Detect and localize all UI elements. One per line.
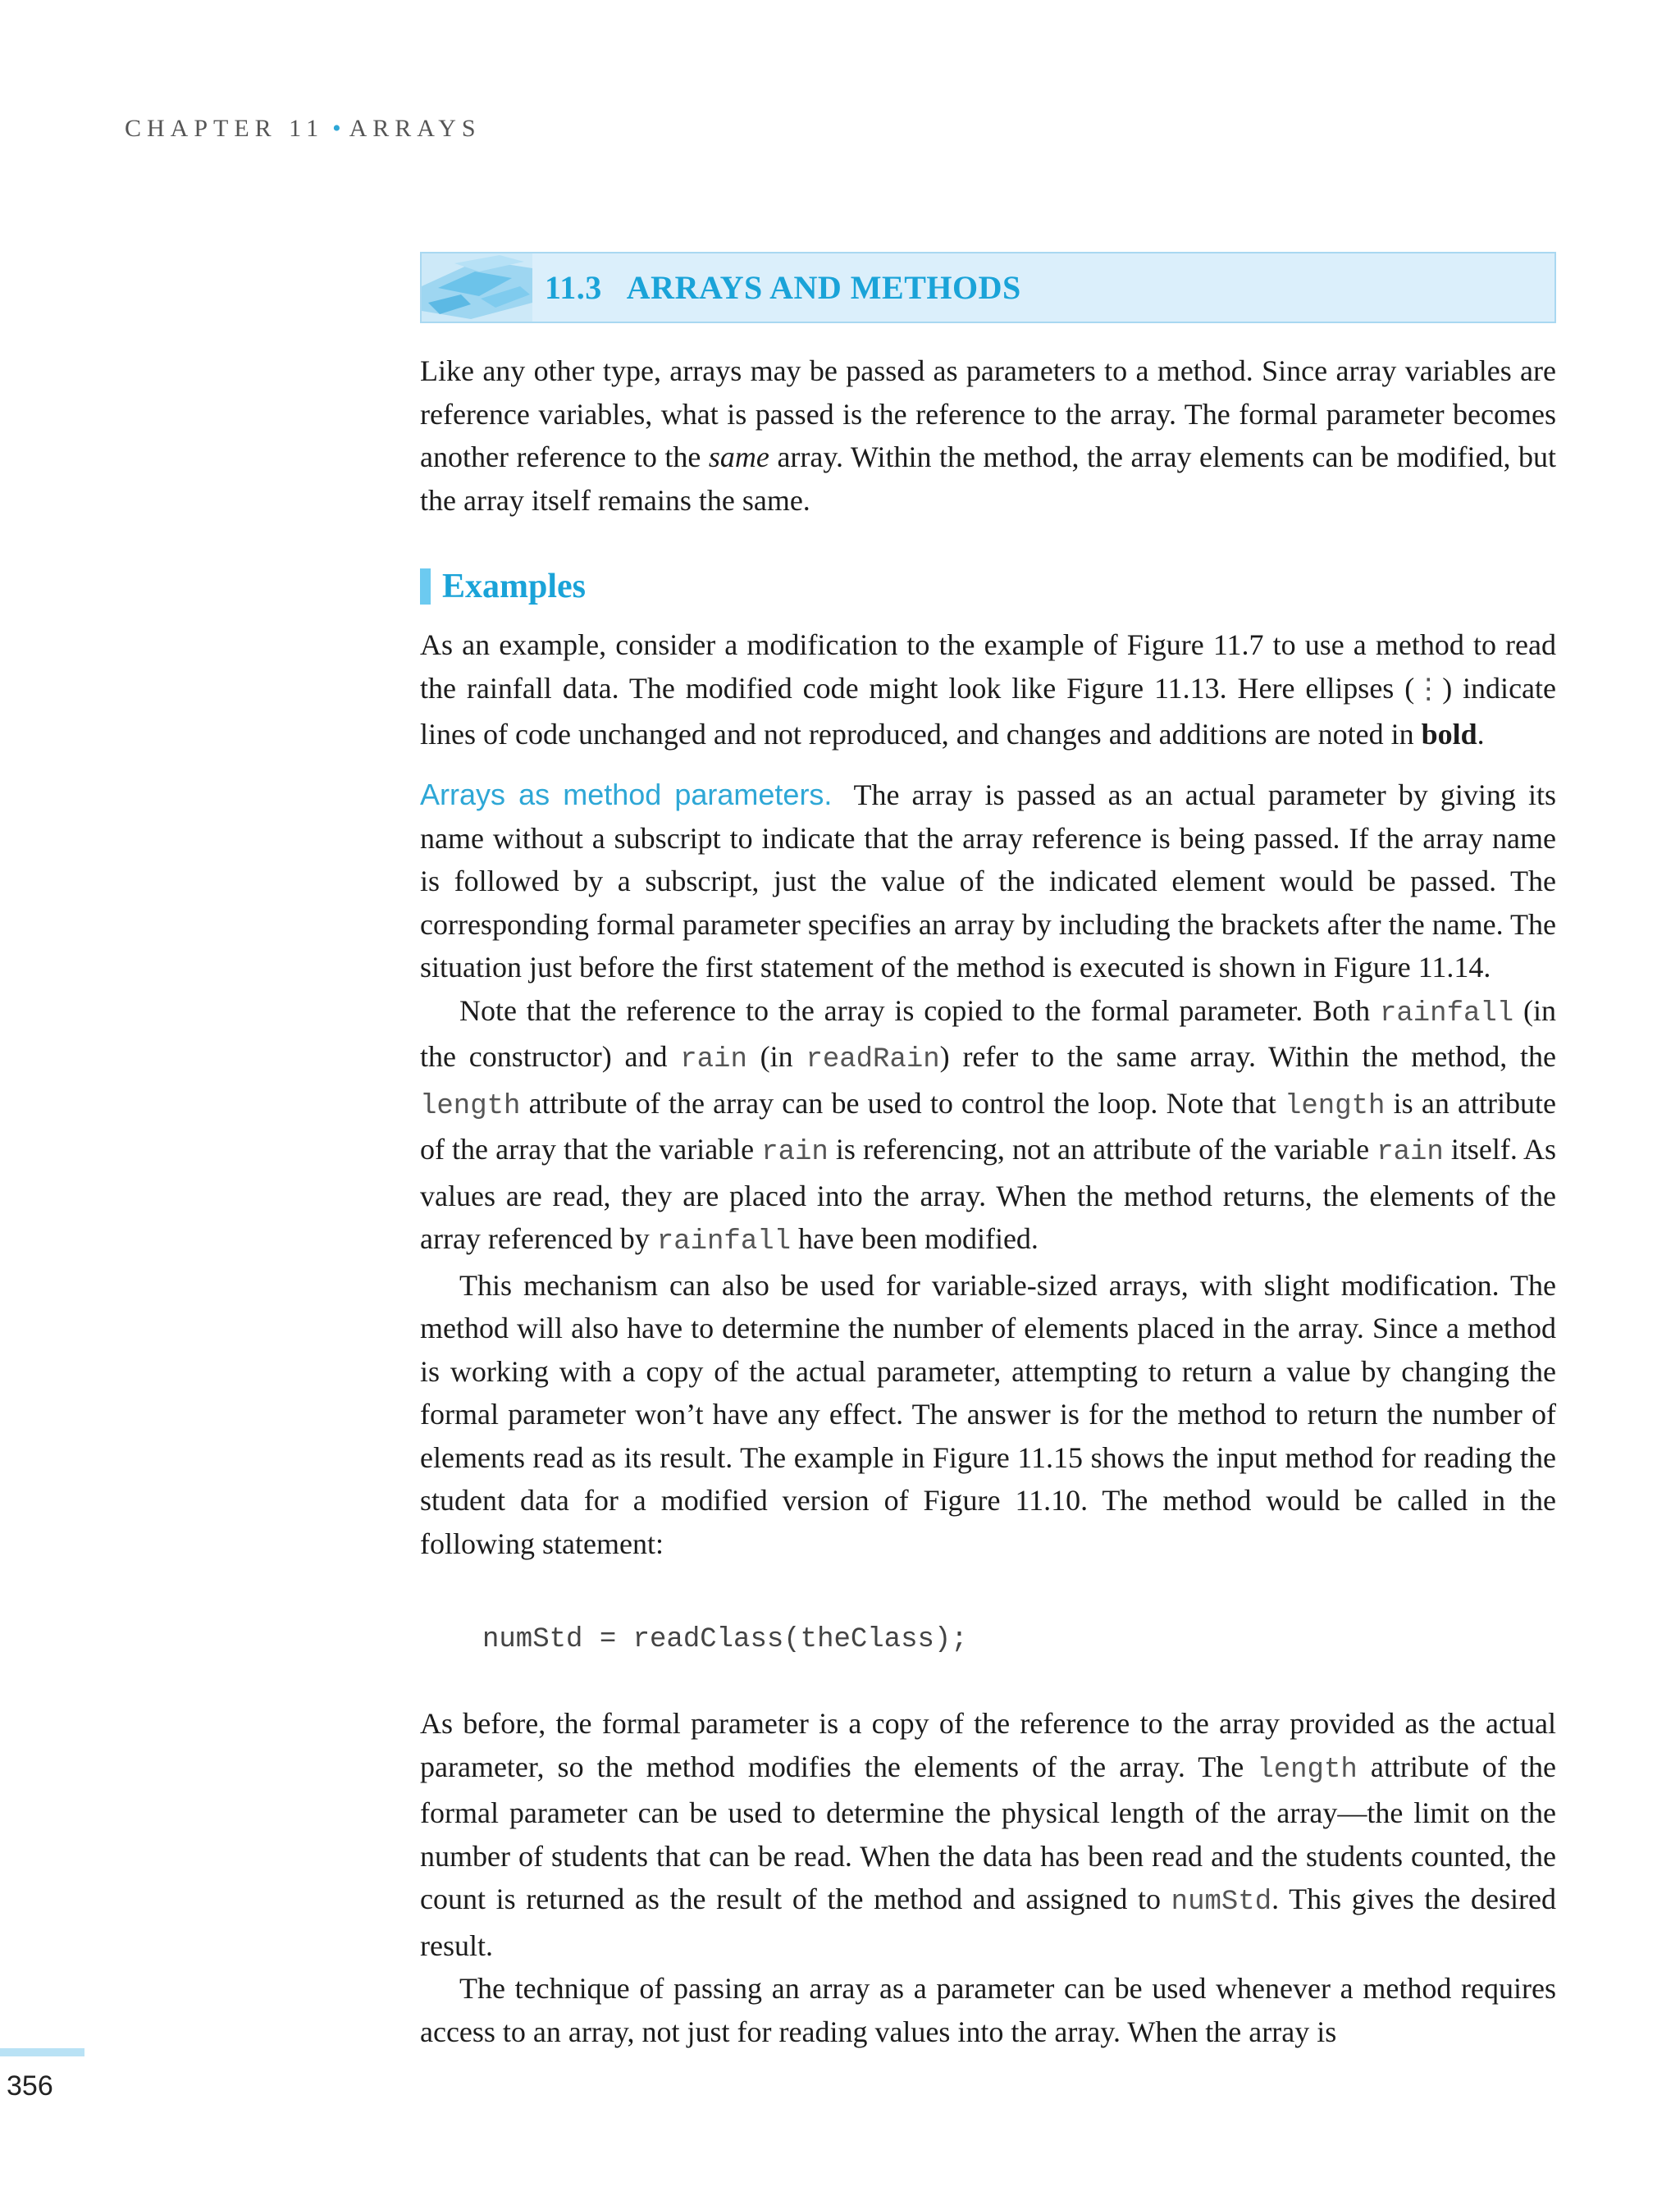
before-text-1: As before, the formal parameter is a copy of the reference to the array provided as the actual parameter, so the method modifies the elements of the array. The — [420, 1707, 1556, 1783]
code-readrain: readRain — [806, 1044, 940, 1075]
arrays-param-paragraph — [420, 774, 1556, 989]
running-head-chapter: CHAPTER 11 — [125, 115, 325, 142]
code-length: length — [1257, 1754, 1358, 1786]
examples-heading-label: Examples — [442, 568, 587, 605]
technique-paragraph: The technique of passing an array as a parameter can be used whenever a method requires access to an array, not just for reading values into the array. When the array is — [420, 1972, 1556, 2048]
code-rainfall: rainfall — [656, 1226, 792, 1257]
running-head — [125, 115, 482, 143]
intro-text-2: array. Within the method, the array elements can be modified, but the array itself remains the same. — [420, 440, 1556, 517]
mechanism-paragraph: This mechanism can also be used for variable-sized arrays, with slight modification. The method will also have to determine the number of elements placed in the array. Since a method is working with a copy of the actual parameter, attempting to return a value by changing the formal parameter won’t have any effect. The answer is for the method to return the number of elements read as its result. The example in Figure 11.15 shows the input method for reading the student data for a modified version of Figure 11.10. The method would be called in the following statement: — [420, 1268, 1556, 1560]
examples-paragraph — [420, 623, 1556, 756]
note-text-6: is an attribute of the array that the variable — [420, 1086, 1556, 1166]
examples-bold-word: bold — [1421, 718, 1477, 751]
examples-block — [420, 623, 1556, 756]
page-number: 356 — [7, 2070, 53, 2102]
examples-heading — [420, 566, 586, 607]
after-code-block — [420, 1702, 1556, 2053]
code-rainfall: rainfall — [1379, 997, 1514, 1029]
before-paragraph — [420, 1702, 1556, 1967]
intro-block — [420, 349, 1556, 522]
before-text-3: . This gives the desired result. — [420, 1883, 1556, 1962]
code-numstd: numStd — [1171, 1887, 1272, 1918]
section-number: 11.3 — [545, 269, 602, 306]
note-text-9: have been modified. — [791, 1222, 1039, 1255]
intro-paragraph — [420, 349, 1556, 522]
note-text-3: (in — [746, 1040, 806, 1073]
examples-ellipsis: ⋮ — [1414, 675, 1443, 707]
section-banner — [420, 252, 1556, 323]
code-rain: rain — [1376, 1137, 1444, 1168]
code-example-line: numStd = readClass(theClass); — [482, 1624, 968, 1655]
examples-heading-bar — [420, 568, 431, 605]
intro-emphasis: same — [708, 440, 769, 473]
running-head-bullet: • — [332, 115, 341, 142]
intro-text-1: Like any other type, arrays may be passed as parameters to a method. Since array variables are reference variables, what is passed is the reference to the array. The formal parameter becomes another reference to the — [420, 354, 1556, 473]
running-head-title: ARRAYS — [349, 115, 482, 142]
code-length: length — [420, 1090, 521, 1122]
section-title-text: ARRAYS AND METHODS — [626, 269, 1021, 306]
examples-text-3: . — [1477, 718, 1485, 751]
examples-text-1: As an example, consider a modification to the example of Figure 11.7 to use a method to read the rainfall data. The modified code might look like Figure 11.13. Here ellipses ( — [420, 628, 1556, 705]
keyboard-banner-graphic — [422, 253, 532, 322]
arrays-param-text: The array is passed as an actual parameter by giving its name without a subscript to indicate that the array reference is being passed. If the array name is followed by a subscript, just the value of the indicated element would be passed. The corresponding formal parameter specifies an array by including the brackets after the name. The situation just before the first statement of the method is executed is shown in Figure 11.14. — [420, 778, 1556, 984]
note-text-7: is referencing, not an attribute of the variable — [828, 1133, 1377, 1166]
before-text-2: attribute of the formal parameter can be used to determine the physical length of the array—the limit on the number of students that can be read. When the data has been read and the students counted, the count is returned as the result of the method and assigned to — [420, 1750, 1556, 1915]
examples-text-2: ) indicate lines of code unchanged and not reproduced, and changes and additions are noted in — [420, 671, 1557, 751]
page-margin-rule — [0, 2048, 84, 2056]
note-text-1: Note that the reference to the array is copied to the formal parameter. Both — [459, 993, 1380, 1027]
note-text-8: itself. As values are read, they are placed into the array. When the method returns, the elements of the array referenced by — [420, 1133, 1556, 1255]
code-length: length — [1285, 1090, 1386, 1122]
note-paragraph — [420, 989, 1556, 1264]
body-block — [420, 774, 1556, 1565]
note-text-5: attribute of the array can be used to control the loop. Note that — [520, 1086, 1285, 1120]
note-text-4: ) refer to the same array. Within the method, the — [939, 1040, 1556, 1073]
section-title — [545, 268, 1021, 307]
code-rain: rain — [761, 1137, 829, 1168]
code-rain: rain — [680, 1044, 747, 1075]
arrays-param-runin: Arrays as method parameters. — [420, 778, 833, 811]
note-text-2: (in the constructor) and — [420, 993, 1556, 1073]
